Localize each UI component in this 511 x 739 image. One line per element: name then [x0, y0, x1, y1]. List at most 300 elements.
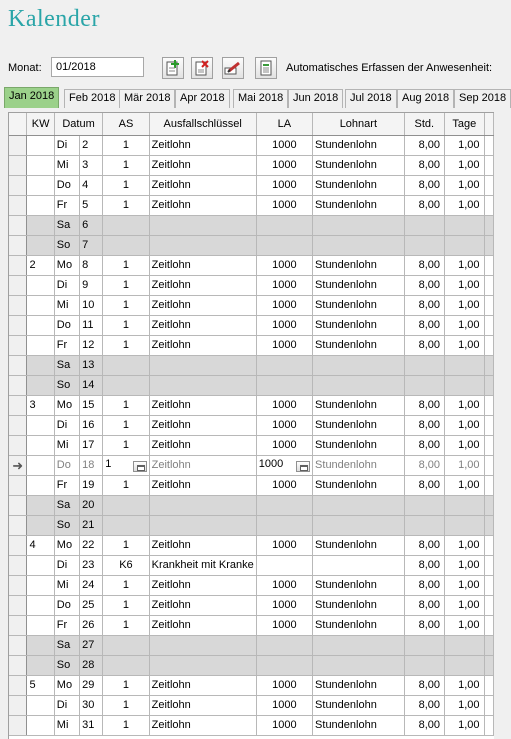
as-cell[interactable]: [103, 595, 149, 615]
weekday-cell[interactable]: [54, 615, 79, 635]
la-cell[interactable]: [256, 495, 312, 515]
date-cell[interactable]: [80, 695, 103, 715]
tab-feb-2018[interactable]: Feb 2018: [64, 89, 120, 108]
weekday-cell[interactable]: [54, 175, 79, 195]
reason-cell[interactable]: [149, 355, 256, 375]
table-row[interactable]: [9, 555, 494, 575]
wage-type-cell[interactable]: [313, 375, 405, 395]
table-row[interactable]: [9, 435, 494, 455]
la-cell[interactable]: [256, 335, 312, 355]
table-row[interactable]: [9, 715, 494, 735]
kw-cell[interactable]: [27, 575, 54, 595]
row-selector[interactable]: [9, 555, 27, 575]
weekday-cell[interactable]: [54, 195, 79, 215]
days-cell[interactable]: [445, 535, 485, 555]
la-cell[interactable]: [256, 315, 312, 335]
days-cell[interactable]: [445, 675, 485, 695]
lookup-button[interactable]: [296, 461, 310, 472]
wage-type-cell[interactable]: [313, 695, 405, 715]
la-cell[interactable]: [256, 155, 312, 175]
la-cell[interactable]: [256, 275, 312, 295]
hours-cell[interactable]: [404, 215, 444, 235]
date-cell[interactable]: [80, 155, 103, 175]
weekday-cell[interactable]: [54, 355, 79, 375]
days-cell[interactable]: [445, 515, 485, 535]
date-cell[interactable]: [80, 395, 103, 415]
as-cell[interactable]: [103, 335, 149, 355]
kw-cell[interactable]: [27, 155, 54, 175]
la-cell[interactable]: [256, 435, 312, 455]
row-selector[interactable]: [9, 335, 27, 355]
date-cell[interactable]: [80, 275, 103, 295]
as-cell[interactable]: [103, 235, 149, 255]
date-cell[interactable]: [80, 635, 103, 655]
reason-cell[interactable]: [149, 175, 256, 195]
row-selector[interactable]: [9, 495, 27, 515]
kw-cell[interactable]: [27, 175, 54, 195]
date-cell[interactable]: [80, 355, 103, 375]
wage-type-cell[interactable]: [313, 535, 405, 555]
reason-cell[interactable]: [149, 635, 256, 655]
wage-type-cell[interactable]: [313, 515, 405, 535]
hours-cell[interactable]: [404, 235, 444, 255]
wage-type-cell[interactable]: [313, 335, 405, 355]
hours-cell[interactable]: [404, 495, 444, 515]
days-cell[interactable]: [445, 455, 485, 475]
as-cell[interactable]: [103, 675, 149, 695]
kw-cell[interactable]: [27, 235, 54, 255]
table-row[interactable]: [9, 235, 494, 255]
wage-type-cell[interactable]: [313, 255, 405, 275]
hours-cell[interactable]: [404, 435, 444, 455]
as-cell[interactable]: [103, 355, 149, 375]
wage-type-cell[interactable]: [313, 575, 405, 595]
hours-cell[interactable]: [404, 375, 444, 395]
la-cell[interactable]: [256, 135, 312, 155]
days-cell[interactable]: [445, 415, 485, 435]
row-selector[interactable]: [9, 435, 27, 455]
table-row[interactable]: [9, 395, 494, 415]
kw-cell[interactable]: [27, 515, 54, 535]
days-cell[interactable]: [445, 435, 485, 455]
la-cell[interactable]: [256, 635, 312, 655]
weekday-cell[interactable]: [54, 715, 79, 735]
kw-cell[interactable]: [27, 255, 54, 275]
table-row[interactable]: [9, 495, 494, 515]
kw-cell[interactable]: [27, 635, 54, 655]
kw-cell[interactable]: [27, 455, 54, 475]
kw-cell[interactable]: [27, 315, 54, 335]
wage-type-cell[interactable]: [313, 595, 405, 615]
reason-cell[interactable]: [149, 455, 256, 475]
la-cell[interactable]: [256, 535, 312, 555]
table-row[interactable]: [9, 355, 494, 375]
row-selector[interactable]: [9, 315, 27, 335]
tab-apr-2018[interactable]: Apr 2018: [175, 89, 230, 108]
weekday-cell[interactable]: [54, 315, 79, 335]
as-cell[interactable]: [103, 715, 149, 735]
row-selector[interactable]: [9, 675, 27, 695]
date-cell[interactable]: [80, 555, 103, 575]
hours-cell[interactable]: [404, 695, 444, 715]
date-cell[interactable]: [80, 195, 103, 215]
row-selector[interactable]: [9, 615, 27, 635]
days-cell[interactable]: [445, 395, 485, 415]
reason-cell[interactable]: [149, 375, 256, 395]
row-selector[interactable]: [9, 375, 27, 395]
table-row[interactable]: [9, 675, 494, 695]
kw-cell[interactable]: [27, 135, 54, 155]
hours-cell[interactable]: [404, 555, 444, 575]
days-cell[interactable]: [445, 275, 485, 295]
wage-type-cell[interactable]: [313, 135, 405, 155]
days-cell[interactable]: [445, 495, 485, 515]
days-cell[interactable]: [445, 715, 485, 735]
weekday-cell[interactable]: [54, 695, 79, 715]
date-cell[interactable]: [80, 415, 103, 435]
la-cell[interactable]: [256, 655, 312, 675]
date-cell[interactable]: [80, 215, 103, 235]
as-cell[interactable]: [103, 415, 149, 435]
weekday-cell[interactable]: [54, 295, 79, 315]
row-selector[interactable]: [9, 575, 27, 595]
hours-cell[interactable]: [404, 535, 444, 555]
table-row[interactable]: [9, 475, 494, 495]
as-cell[interactable]: [103, 435, 149, 455]
weekday-cell[interactable]: [54, 595, 79, 615]
column-header-ausfallschluessel[interactable]: Ausfallschlüssel: [149, 113, 256, 135]
as-cell[interactable]: [103, 195, 149, 215]
row-selector[interactable]: [9, 715, 27, 735]
weekday-cell[interactable]: [54, 135, 79, 155]
as-cell[interactable]: [103, 695, 149, 715]
la-cell[interactable]: [256, 195, 312, 215]
hours-cell[interactable]: [404, 675, 444, 695]
kw-cell[interactable]: [27, 295, 54, 315]
as-cell[interactable]: [103, 575, 149, 595]
row-selector[interactable]: [9, 515, 27, 535]
row-selector[interactable]: [9, 135, 27, 155]
la-cell[interactable]: [256, 355, 312, 375]
kw-cell[interactable]: [27, 555, 54, 575]
reason-cell[interactable]: [149, 395, 256, 415]
la-cell[interactable]: [256, 415, 312, 435]
kw-cell[interactable]: [27, 675, 54, 695]
tab-jun-2018[interactable]: Jun 2018: [288, 89, 343, 108]
reason-cell[interactable]: [149, 275, 256, 295]
reason-cell[interactable]: [149, 195, 256, 215]
column-header-tage[interactable]: Tage: [445, 113, 485, 135]
table-row[interactable]: [9, 195, 494, 215]
as-cell[interactable]: [103, 215, 149, 235]
date-cell[interactable]: [80, 515, 103, 535]
table-row[interactable]: [9, 595, 494, 615]
wage-type-cell[interactable]: [313, 175, 405, 195]
table-row[interactable]: [9, 155, 494, 175]
weekday-cell[interactable]: [54, 655, 79, 675]
column-header-datum[interactable]: Datum: [54, 113, 102, 135]
kw-cell[interactable]: [27, 375, 54, 395]
reason-cell[interactable]: [149, 655, 256, 675]
reason-cell[interactable]: [149, 435, 256, 455]
kw-cell[interactable]: [27, 695, 54, 715]
hours-cell[interactable]: [404, 295, 444, 315]
table-row[interactable]: [9, 335, 494, 355]
kw-cell[interactable]: [27, 595, 54, 615]
hours-cell[interactable]: [404, 355, 444, 375]
table-row[interactable]: [9, 575, 494, 595]
date-cell[interactable]: [80, 255, 103, 275]
date-cell[interactable]: [80, 575, 103, 595]
as-cell[interactable]: [103, 635, 149, 655]
as-cell[interactable]: [103, 315, 149, 335]
table-row[interactable]: [9, 535, 494, 555]
days-cell[interactable]: [445, 355, 485, 375]
days-cell[interactable]: [445, 555, 485, 575]
weekday-cell[interactable]: [54, 675, 79, 695]
la-cell[interactable]: [256, 295, 312, 315]
tab-jan-2018[interactable]: Jan 2018: [4, 87, 59, 108]
as-cell[interactable]: [103, 135, 149, 155]
date-cell[interactable]: [80, 435, 103, 455]
row-selector[interactable]: [9, 635, 27, 655]
hours-cell[interactable]: [404, 615, 444, 635]
table-row[interactable]: [9, 215, 494, 235]
column-header-lohnart[interactable]: Lohnart: [313, 113, 405, 135]
as-cell[interactable]: [103, 495, 149, 515]
table-row[interactable]: [9, 275, 494, 295]
hours-cell[interactable]: [404, 195, 444, 215]
reason-cell[interactable]: [149, 155, 256, 175]
table-row[interactable]: [9, 615, 494, 635]
row-selector[interactable]: [9, 595, 27, 615]
wage-type-cell[interactable]: [313, 495, 405, 515]
kw-cell[interactable]: [27, 395, 54, 415]
days-cell[interactable]: [445, 175, 485, 195]
report-button[interactable]: [255, 57, 277, 79]
weekday-cell[interactable]: [54, 215, 79, 235]
weekday-cell[interactable]: [54, 635, 79, 655]
la-cell[interactable]: [256, 575, 312, 595]
days-cell[interactable]: [445, 615, 485, 635]
hours-cell[interactable]: [404, 175, 444, 195]
kw-cell[interactable]: [27, 615, 54, 635]
weekday-cell[interactable]: [54, 495, 79, 515]
days-cell[interactable]: [445, 235, 485, 255]
table-row[interactable]: [9, 175, 494, 195]
kw-cell[interactable]: [27, 535, 54, 555]
date-cell[interactable]: [80, 615, 103, 635]
wage-type-cell[interactable]: [313, 415, 405, 435]
as-cell[interactable]: [103, 535, 149, 555]
edit-button[interactable]: [222, 57, 244, 79]
kw-cell[interactable]: [27, 415, 54, 435]
reason-cell[interactable]: [149, 255, 256, 275]
table-row[interactable]: [9, 315, 494, 335]
wage-type-cell[interactable]: [313, 195, 405, 215]
la-cell[interactable]: [256, 555, 312, 575]
days-cell[interactable]: [445, 575, 485, 595]
la-cell[interactable]: [256, 175, 312, 195]
date-cell[interactable]: [80, 295, 103, 315]
hours-cell[interactable]: [404, 395, 444, 415]
date-cell[interactable]: [80, 375, 103, 395]
days-cell[interactable]: [445, 295, 485, 315]
reason-cell[interactable]: [149, 515, 256, 535]
date-cell[interactable]: [80, 495, 103, 515]
reason-cell[interactable]: [149, 475, 256, 495]
weekday-cell[interactable]: [54, 535, 79, 555]
weekday-cell[interactable]: [54, 155, 79, 175]
days-cell[interactable]: [445, 475, 485, 495]
date-cell[interactable]: [80, 235, 103, 255]
hours-cell[interactable]: [404, 515, 444, 535]
wage-type-cell[interactable]: [313, 655, 405, 675]
hours-cell[interactable]: [404, 415, 444, 435]
days-cell[interactable]: [445, 195, 485, 215]
table-row[interactable]: [9, 655, 494, 675]
days-cell[interactable]: [445, 135, 485, 155]
delete-entry-button[interactable]: [191, 57, 213, 79]
column-header-kw[interactable]: KW: [27, 113, 54, 135]
wage-type-cell[interactable]: [313, 215, 405, 235]
table-row[interactable]: [9, 515, 494, 535]
tab-mär-2018[interactable]: Mär 2018: [119, 89, 175, 108]
row-selector[interactable]: [9, 175, 27, 195]
la-cell[interactable]: [256, 715, 312, 735]
row-selector[interactable]: [9, 215, 27, 235]
table-row[interactable]: [9, 695, 494, 715]
kw-cell[interactable]: [27, 475, 54, 495]
hours-cell[interactable]: [404, 135, 444, 155]
wage-type-cell[interactable]: [313, 475, 405, 495]
la-cell[interactable]: [256, 695, 312, 715]
la-cell[interactable]: [256, 615, 312, 635]
weekday-cell[interactable]: [54, 475, 79, 495]
table-row[interactable]: [9, 375, 494, 395]
wage-type-cell[interactable]: [313, 355, 405, 375]
row-selector[interactable]: [9, 475, 27, 495]
as-cell[interactable]: [103, 155, 149, 175]
wage-type-cell[interactable]: [313, 675, 405, 695]
hours-cell[interactable]: [404, 595, 444, 615]
date-cell[interactable]: [80, 315, 103, 335]
row-selector[interactable]: [9, 695, 27, 715]
la-cell[interactable]: [256, 595, 312, 615]
days-cell[interactable]: [445, 655, 485, 675]
la-cell[interactable]: [256, 475, 312, 495]
days-cell[interactable]: [445, 375, 485, 395]
weekday-cell[interactable]: [54, 255, 79, 275]
kw-cell[interactable]: [27, 195, 54, 215]
la-cell[interactable]: [256, 235, 312, 255]
row-selector[interactable]: [9, 395, 27, 415]
row-selector[interactable]: [9, 415, 27, 435]
la-cell[interactable]: [256, 515, 312, 535]
date-cell[interactable]: [80, 535, 103, 555]
hours-cell[interactable]: [404, 575, 444, 595]
la-cell[interactable]: [256, 215, 312, 235]
date-cell[interactable]: [80, 715, 103, 735]
weekday-cell[interactable]: [54, 235, 79, 255]
kw-cell[interactable]: [27, 715, 54, 735]
wage-type-cell[interactable]: [313, 635, 405, 655]
weekday-cell[interactable]: [54, 555, 79, 575]
as-cell[interactable]: [103, 175, 149, 195]
as-cell[interactable]: [103, 455, 149, 475]
as-cell[interactable]: [103, 375, 149, 395]
as-cell[interactable]: [103, 395, 149, 415]
la-cell[interactable]: [256, 455, 312, 475]
days-cell[interactable]: [445, 695, 485, 715]
row-selector[interactable]: [9, 155, 27, 175]
date-cell[interactable]: [80, 335, 103, 355]
date-cell[interactable]: [80, 175, 103, 195]
kw-cell[interactable]: [27, 355, 54, 375]
row-selector[interactable]: [9, 235, 27, 255]
column-header-as[interactable]: AS: [103, 113, 149, 135]
reason-cell[interactable]: [149, 415, 256, 435]
row-selector[interactable]: [9, 255, 27, 275]
hours-cell[interactable]: [404, 635, 444, 655]
days-cell[interactable]: [445, 155, 485, 175]
kw-cell[interactable]: [27, 435, 54, 455]
hours-cell[interactable]: [404, 255, 444, 275]
days-cell[interactable]: [445, 315, 485, 335]
hours-cell[interactable]: [404, 315, 444, 335]
as-cell[interactable]: [103, 295, 149, 315]
hours-cell[interactable]: [404, 275, 444, 295]
wage-type-cell[interactable]: [313, 295, 405, 315]
wage-type-cell[interactable]: [313, 315, 405, 335]
kw-cell[interactable]: [27, 655, 54, 675]
days-cell[interactable]: [445, 255, 485, 275]
as-cell[interactable]: [103, 255, 149, 275]
row-selector[interactable]: [9, 275, 27, 295]
month-input[interactable]: [51, 57, 144, 77]
date-cell[interactable]: [80, 675, 103, 695]
reason-cell[interactable]: [149, 575, 256, 595]
wage-type-cell[interactable]: [313, 555, 405, 575]
as-cell[interactable]: [103, 475, 149, 495]
wage-type-cell[interactable]: [313, 275, 405, 295]
as-cell[interactable]: [103, 615, 149, 635]
reason-cell[interactable]: [149, 135, 256, 155]
wage-type-cell[interactable]: [313, 155, 405, 175]
hours-cell[interactable]: [404, 475, 444, 495]
row-selector[interactable]: [9, 195, 27, 215]
reason-cell[interactable]: [149, 715, 256, 735]
la-cell[interactable]: [256, 395, 312, 415]
row-selector[interactable]: [9, 655, 27, 675]
date-cell[interactable]: [80, 475, 103, 495]
kw-cell[interactable]: [27, 215, 54, 235]
table-row[interactable]: [9, 135, 494, 155]
wage-type-cell[interactable]: [313, 395, 405, 415]
days-cell[interactable]: [445, 215, 485, 235]
row-selector[interactable]: [9, 455, 27, 475]
days-cell[interactable]: [445, 635, 485, 655]
hours-cell[interactable]: [404, 715, 444, 735]
reason-cell[interactable]: [149, 535, 256, 555]
reason-cell[interactable]: [149, 675, 256, 695]
table-row[interactable]: [9, 455, 494, 475]
kw-cell[interactable]: [27, 275, 54, 295]
table-row[interactable]: [9, 255, 494, 275]
weekday-cell[interactable]: [54, 395, 79, 415]
wage-type-cell[interactable]: [313, 235, 405, 255]
as-cell[interactable]: [103, 555, 149, 575]
